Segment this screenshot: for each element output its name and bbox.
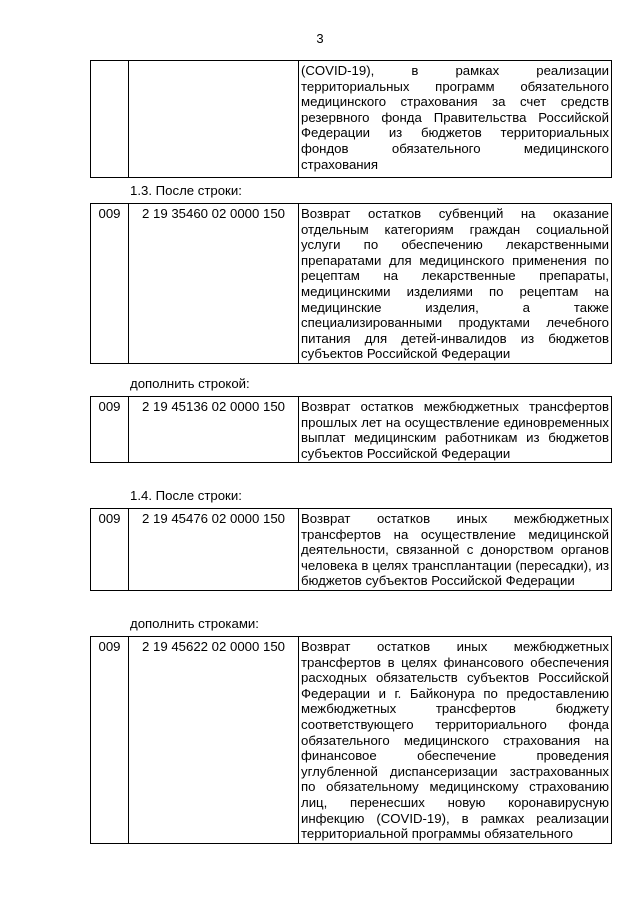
- code-cell: 009: [91, 204, 129, 364]
- continuation-table: [90, 60, 612, 178]
- table-row: [91, 397, 612, 463]
- description-cell: (COVID-19), в рамках реализации территориальных программ обязательного медицинского страхования за счет средств резервного фонда Правительства Российской Федерации из бюджетов территориальных фондов обязательного медицинского страхования: [299, 61, 612, 178]
- kbk-cell: [129, 61, 299, 178]
- code-cell: 009: [91, 509, 129, 591]
- description-cell: Возврат остатков иных межбюджетных трансфертов в целях финансового обеспечения расходных обязательств субъектов Российской Федерации и г. Байконура по предоставлению межбюджетных трансфертов бюджету соответствующего территориального фонда обязательного медицинского страхования на финансовое обеспечение проведения углубленной диспансеризации застрахованных по обязательному медицинскому страхованию лиц, перенесших новую коронавирусную инфекцию (COVID-19), в рамках реализации территориальной программы обязательного: [299, 637, 612, 844]
- page-number: 3: [316, 31, 324, 46]
- add-row-label: дополнить строкой:: [130, 376, 250, 391]
- table-row-2: [90, 396, 612, 463]
- section-1-4-heading: 1.4. После строки:: [130, 488, 242, 503]
- table-row: [91, 61, 612, 178]
- section-1-3-heading: 1.3. После строки:: [130, 183, 242, 198]
- code-cell: [91, 61, 129, 178]
- table-row: [91, 509, 612, 591]
- kbk-cell: 2 19 45136 02 0000 150: [129, 397, 299, 463]
- code-cell: 009: [91, 637, 129, 844]
- table-row-3: [90, 508, 612, 591]
- table-row: [91, 637, 612, 844]
- description-cell: Возврат остатков межбюджетных трансфертов прошлых лет на осуществление единовременных выплат медицинским работникам из бюджетов субъектов Российской Федерации: [299, 397, 612, 463]
- code-cell: 009: [91, 397, 129, 463]
- kbk-cell: 2 19 45622 02 0000 150: [129, 637, 299, 844]
- table-row: [91, 204, 612, 364]
- add-rows-label: дополнить строками:: [130, 616, 259, 631]
- table-row-1: [90, 203, 612, 364]
- kbk-cell: 2 19 45476 02 0000 150: [129, 509, 299, 591]
- table-row-4: [90, 636, 612, 844]
- kbk-cell: 2 19 35460 02 0000 150: [129, 204, 299, 364]
- description-cell: Возврат остатков субвенций на оказание отдельным категориям граждан социальной услуги по обеспечению лекарственными препаратами для медицинского применения по рецептам на лекарственные препараты, медицинскими изделиями по рецептам на медицинские изделия, а также специализированными продуктами лечебного питания для детей-инвалидов из бюджетов субъектов Российской Федерации: [299, 204, 612, 364]
- description-cell: Возврат остатков иных межбюджетных трансфертов на осуществление медицинской деятельности, связанной с донорством органов человека в целях трансплантации (пересадки), из бюджетов субъектов Российской Федерации: [299, 509, 612, 591]
